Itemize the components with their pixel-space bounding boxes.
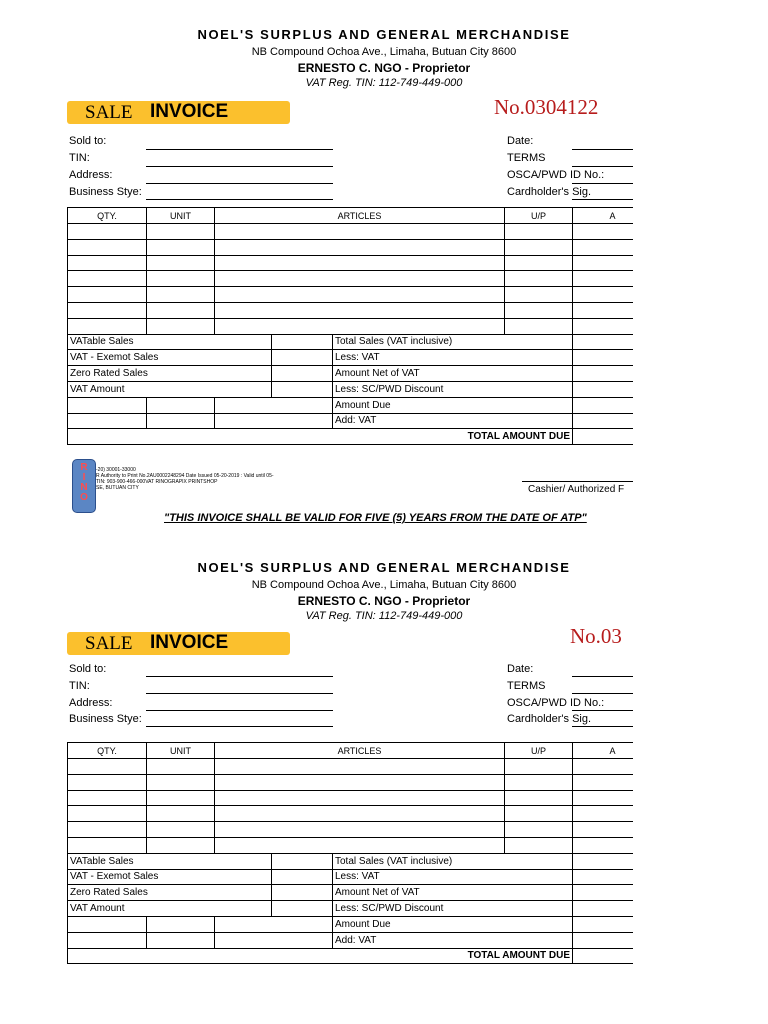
total-row <box>68 948 634 964</box>
total-sales-label: Total Sales (VAT inclusive) <box>333 853 573 869</box>
table-row[interactable] <box>68 271 634 287</box>
col-articles: ARTICLES <box>215 743 505 759</box>
amount-net-label: Amount Net of VAT <box>333 885 573 901</box>
summary-row <box>68 381 634 397</box>
date-line[interactable] <box>572 149 633 150</box>
table-row[interactable] <box>68 759 634 775</box>
col-amount: A <box>573 743 634 759</box>
company-address: NB Compound Ochoa Ave., Limaha, Butuan City 8600 <box>251 46 517 58</box>
vatable-sales-label: VATable Sales <box>68 853 272 869</box>
sc-pwd-discount-label: Less: SC/PWD Discount <box>333 901 573 917</box>
amount-net-label: Amount Net of VAT <box>333 366 573 382</box>
company-name: NOEL'S SURPLUS AND GENERAL MERCHANDISE <box>197 560 571 575</box>
company-proprietor: ERNESTO C. NGO - Proprietor <box>297 61 471 75</box>
items-table <box>67 207 633 445</box>
amount-due-label: Amount Due <box>333 916 573 932</box>
vat-registration: VAT Reg. TIN: 112-749-449-000 <box>305 610 463 622</box>
tin-label: TIN: <box>69 152 90 164</box>
table-row[interactable] <box>68 224 634 240</box>
cardholder-sig-label: Cardholder's Sig. <box>507 713 592 725</box>
summary-row <box>68 397 634 413</box>
banner-sale-text: SALE <box>85 633 133 654</box>
sold-to-line[interactable] <box>146 676 333 677</box>
table-row[interactable] <box>68 239 634 255</box>
validity-note: "THIS INVOICE SHALL BE VALID FOR FIVE (5) YEARS FROM THE DATE OF ATP" <box>164 512 587 524</box>
business-style-label: Business Stye: <box>69 186 142 198</box>
printer-info <box>69 467 274 491</box>
address-label: Address: <box>69 697 113 709</box>
sales-invoice-2 <box>0 533 633 1024</box>
address-label: Address: <box>69 169 113 181</box>
summary-row <box>68 350 634 366</box>
table-row[interactable] <box>68 806 634 822</box>
terms-label: TERMS <box>507 680 546 692</box>
less-vat-label: Less: VAT <box>333 350 573 366</box>
add-vat-label: Add: VAT <box>333 932 573 948</box>
address-line[interactable] <box>146 183 333 184</box>
summary-row <box>68 901 634 917</box>
terms-line[interactable] <box>572 693 633 694</box>
cardholder-sig-line[interactable] <box>572 726 633 727</box>
col-up: U/P <box>505 743 573 759</box>
table-header <box>68 743 634 759</box>
total-sales-label: Total Sales (VAT inclusive) <box>333 334 573 350</box>
vat-amount-label: VAT Amount <box>68 901 272 917</box>
terms-line[interactable] <box>572 166 633 167</box>
zero-rated-label: Zero Rated Sales <box>68 366 272 382</box>
sale-invoice-banner <box>67 632 290 655</box>
business-style-line[interactable] <box>146 199 333 200</box>
sold-to-label: Sold to: <box>69 135 107 147</box>
summary-row <box>68 932 634 948</box>
col-up: U/P <box>505 208 573 224</box>
col-qty: QTY. <box>68 208 147 224</box>
table-row[interactable] <box>68 790 634 806</box>
tin-line[interactable] <box>146 693 333 694</box>
cashier-signature-line[interactable] <box>522 481 633 482</box>
sold-to-label: Sold to: <box>69 663 107 675</box>
cardholder-sig-line[interactable] <box>572 199 633 200</box>
col-unit: UNIT <box>147 208 215 224</box>
sale-invoice-banner <box>67 101 290 124</box>
total-amount-due-label: TOTAL AMOUNT DUE <box>68 948 573 964</box>
col-unit: UNIT <box>147 743 215 759</box>
table-row[interactable] <box>68 774 634 790</box>
less-vat-label: Less: VAT <box>333 869 573 885</box>
col-qty: QTY. <box>68 743 147 759</box>
summary-row <box>68 413 634 429</box>
summary-row <box>68 853 634 869</box>
amount-due-label: Amount Due <box>333 397 573 413</box>
col-amount: A <box>573 208 634 224</box>
company-proprietor: ERNESTO C. NGO - Proprietor <box>297 594 471 608</box>
company-address: NB Compound Ochoa Ave., Limaha, Butuan City 8600 <box>251 579 517 591</box>
summary-row <box>68 334 634 350</box>
banner-invoice-text: INVOICE <box>150 632 229 653</box>
address-line[interactable] <box>146 710 333 711</box>
sc-pwd-discount-label: Less: SC/PWD Discount <box>333 381 573 397</box>
table-row[interactable] <box>68 318 634 334</box>
date-label: Date: <box>507 663 534 675</box>
table-row[interactable] <box>68 287 634 303</box>
terms-label: TERMS <box>507 152 546 164</box>
summary-row <box>68 916 634 932</box>
tin-label: TIN: <box>69 680 90 692</box>
items-table <box>67 742 633 964</box>
total-row <box>68 429 634 445</box>
cashier-label: Cashier/ Authorized F <box>528 484 625 495</box>
osca-pwd-line[interactable] <box>572 183 633 184</box>
col-articles: ARTICLES <box>215 208 505 224</box>
date-label: Date: <box>507 135 534 147</box>
osca-pwd-label: OSCA/PWD ID No.: <box>507 169 605 181</box>
osca-pwd-label: OSCA/PWD ID No.: <box>507 697 605 709</box>
date-line[interactable] <box>572 676 633 677</box>
tin-line[interactable] <box>146 166 333 167</box>
sold-to-line[interactable] <box>146 149 333 150</box>
printer-line-2: R Authority to Print No.2AU0002248294 Date Issued 05-20-2019 : Valid until 05- <box>96 473 274 479</box>
printer-line-3: TIN: 903-900-466-000VAT RINOGRAPIX PRINTSHOP <box>96 479 218 485</box>
banner-sale-text: SALE <box>85 102 133 123</box>
vatable-sales-label: VATable Sales <box>68 334 272 350</box>
invoice-number: No.0304122 <box>494 95 599 119</box>
company-name: NOEL'S SURPLUS AND GENERAL MERCHANDISE <box>197 27 571 42</box>
banner-invoice-text: INVOICE <box>150 101 229 122</box>
total-amount-due-label: TOTAL AMOUNT DUE <box>68 429 573 445</box>
table-row[interactable] <box>68 822 634 838</box>
vat-exempt-label: VAT - Exemot Sales <box>68 869 272 885</box>
vat-exempt-label: VAT - Exemot Sales <box>68 350 272 366</box>
summary-row <box>68 885 634 901</box>
printer-line-4: SE, BUTUAN CITY <box>96 485 139 491</box>
invoice-number: No.03 <box>570 624 622 648</box>
add-vat-label: Add: VAT <box>333 413 573 429</box>
table-row[interactable] <box>68 255 634 271</box>
zero-rated-label: Zero Rated Sales <box>68 885 272 901</box>
rino-printshop-logo: R I N O <box>72 459 96 513</box>
business-style-label: Business Stye: <box>69 713 142 725</box>
vat-registration: VAT Reg. TIN: 112-749-449-000 <box>305 77 463 89</box>
table-header <box>68 208 634 224</box>
sales-invoice-1 <box>0 0 633 524</box>
summary-row <box>68 869 634 885</box>
printer-line-1: -20) 30001-33000 <box>96 467 136 473</box>
vat-amount-label: VAT Amount <box>68 381 272 397</box>
table-row[interactable] <box>68 837 634 853</box>
cardholder-sig-label: Cardholder's Sig. <box>507 186 592 198</box>
business-style-line[interactable] <box>146 726 333 727</box>
summary-row <box>68 366 634 382</box>
table-row[interactable] <box>68 302 634 318</box>
osca-pwd-line[interactable] <box>572 710 633 711</box>
